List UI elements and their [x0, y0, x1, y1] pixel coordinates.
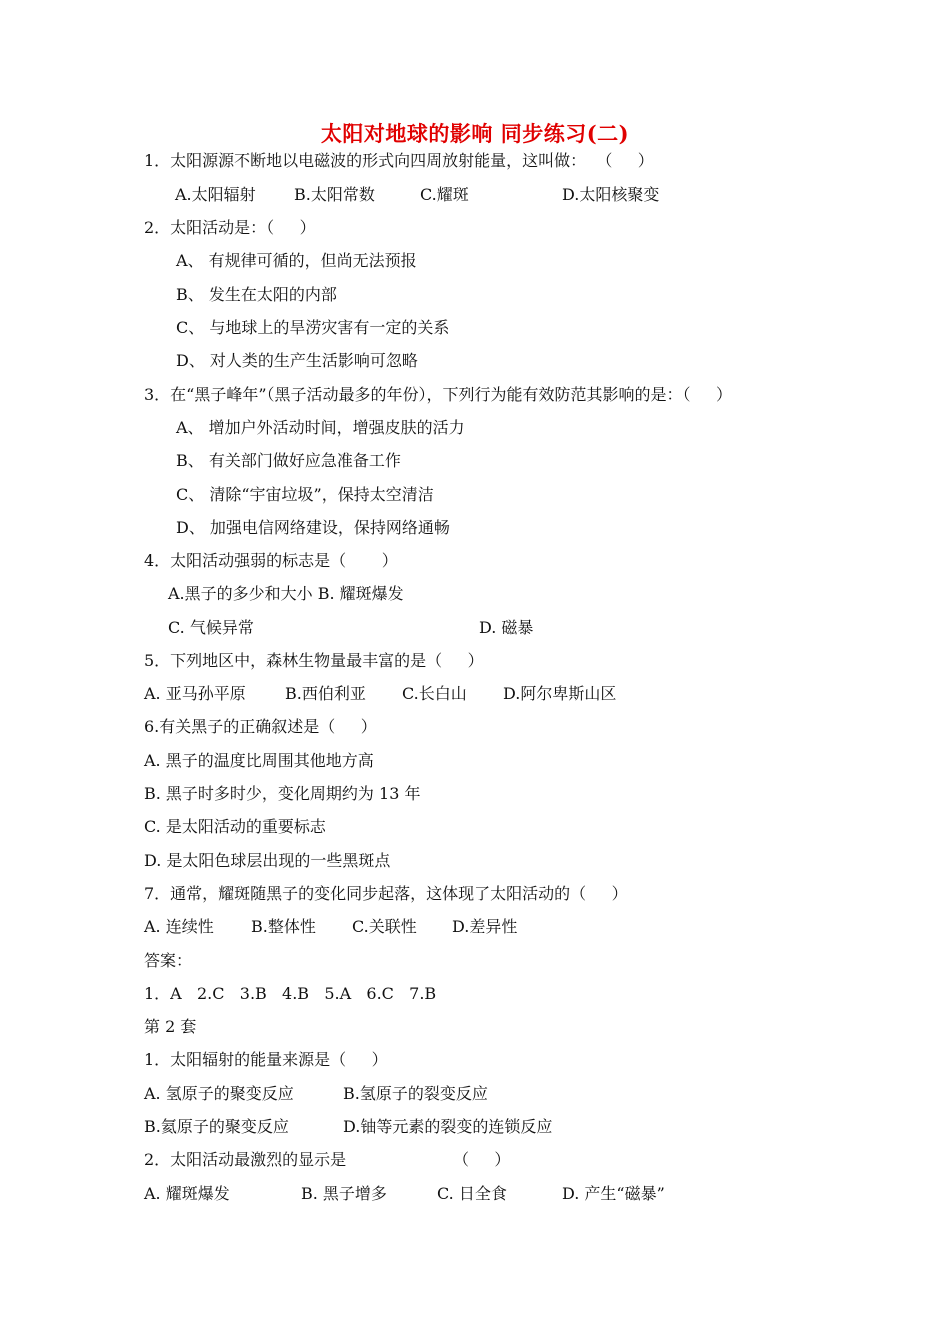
question-4-option-c: C. 气候异常	[168, 618, 254, 637]
question-7-option-c: C.关联性	[352, 917, 417, 936]
question-2-option-a: A、 有规律可循的，但尚无法预报	[176, 251, 417, 270]
answers-label: 答案：	[144, 951, 193, 970]
question-1-stem: 1．太阳源源不断地以电磁波的形式向四周放射能量，这叫做： （ ）	[144, 151, 654, 170]
question-6-option-a: A. 黑子的温度比周围其他地方高	[144, 751, 374, 770]
set-2-question-2-stem: 2．太阳活动最激烈的显示是	[144, 1150, 347, 1169]
question-4-option-ab: A.黑子的多少和大小 B. 耀斑爆发	[168, 584, 404, 603]
question-2-option-c: C、 与地球上的旱涝灾害有一定的关系	[176, 318, 450, 337]
set-2-question-1-option-d: D.铀等元素的裂变的连锁反应	[343, 1117, 553, 1136]
question-5-option-c: C.长白山	[402, 684, 467, 703]
question-2-option-d: D、 对人类的生产生活影响可忽略	[176, 351, 418, 370]
question-3-stem: 3．在“黑子峰年”（黑子活动最多的年份），下列行为能有效防范其影响的是：（ ）	[144, 385, 732, 404]
question-6-option-b: B. 黑子时多时少，变化周期约为 13 年	[144, 784, 421, 803]
question-5-option-d: D.阿尔卑斯山区	[503, 684, 617, 703]
question-3-option-d: D、 加强电信网络建设，保持网络通畅	[176, 518, 450, 537]
question-1-option-d: D.太阳核聚变	[562, 185, 660, 204]
set-2-question-2-paren: （ ）	[453, 1150, 511, 1169]
set-2-question-1-stem: 1．太阳辐射的能量来源是（ ）	[144, 1050, 388, 1069]
question-6-stem: 6.有关黑子的正确叙述是（ ）	[144, 717, 377, 736]
question-5-stem: 5．下列地区中，森林生物量最丰富的是（ ）	[144, 651, 484, 670]
document-title: 太阳对地球的影响 同步练习(二)	[320, 121, 630, 146]
answers-list: 1．A 2.C 3.B 4.B 5.A 6.C 7.B	[144, 984, 437, 1003]
question-6-option-c: C. 是太阳活动的重要标志	[144, 817, 326, 836]
question-3-option-b: B、 有关部门做好应急准备工作	[176, 451, 401, 470]
set-2-question-1-option-b2: B.氦原子的聚变反应	[144, 1117, 289, 1136]
question-4-option-d: D. 磁暴	[479, 618, 534, 637]
set-2-question-1-option-b: B.氢原子的裂变反应	[343, 1084, 488, 1103]
question-4-stem: 4．太阳活动强弱的标志是（ ）	[144, 551, 398, 570]
question-6-option-d: D. 是太阳色球层出现的一些黑斑点	[144, 851, 391, 870]
set-2-question-2-option-a: A. 耀斑爆发	[144, 1184, 230, 1203]
question-1-option-a: A.太阳辐射	[175, 185, 256, 204]
set-2-question-1-option-a: A. 氢原子的聚变反应	[144, 1084, 294, 1103]
set-2-question-2-option-b: B. 黑子增多	[301, 1184, 387, 1203]
question-7-stem: 7．通常，耀斑随黑子的变化同步起落，这体现了太阳活动的（ ）	[144, 884, 628, 903]
question-3-option-c: C、 清除“宇宙垃圾”，保持太空清洁	[176, 485, 434, 504]
set-2-question-2-option-d: D. 产生“磁暴”	[562, 1184, 665, 1203]
question-7-option-a: A. 连续性	[144, 917, 214, 936]
question-7-option-d: D.差异性	[452, 917, 518, 936]
question-1-option-b: B.太阳常数	[294, 185, 375, 204]
question-2-stem: 2．太阳活动是：（ ）	[144, 218, 316, 237]
question-2-option-b: B、 发生在太阳的内部	[176, 285, 337, 304]
set-2-question-2-option-c: C. 日全食	[437, 1184, 507, 1203]
question-1-option-c: C.耀斑	[420, 185, 469, 204]
question-7-option-b: B.整体性	[251, 917, 316, 936]
question-5-option-a: A. 亚马孙平原	[144, 684, 246, 703]
question-5-option-b: B.西伯利亚	[285, 684, 366, 703]
question-3-option-a: A、 增加户外活动时间，增强皮肤的活力	[176, 418, 465, 437]
set-2-label: 第 2 套	[144, 1017, 197, 1036]
